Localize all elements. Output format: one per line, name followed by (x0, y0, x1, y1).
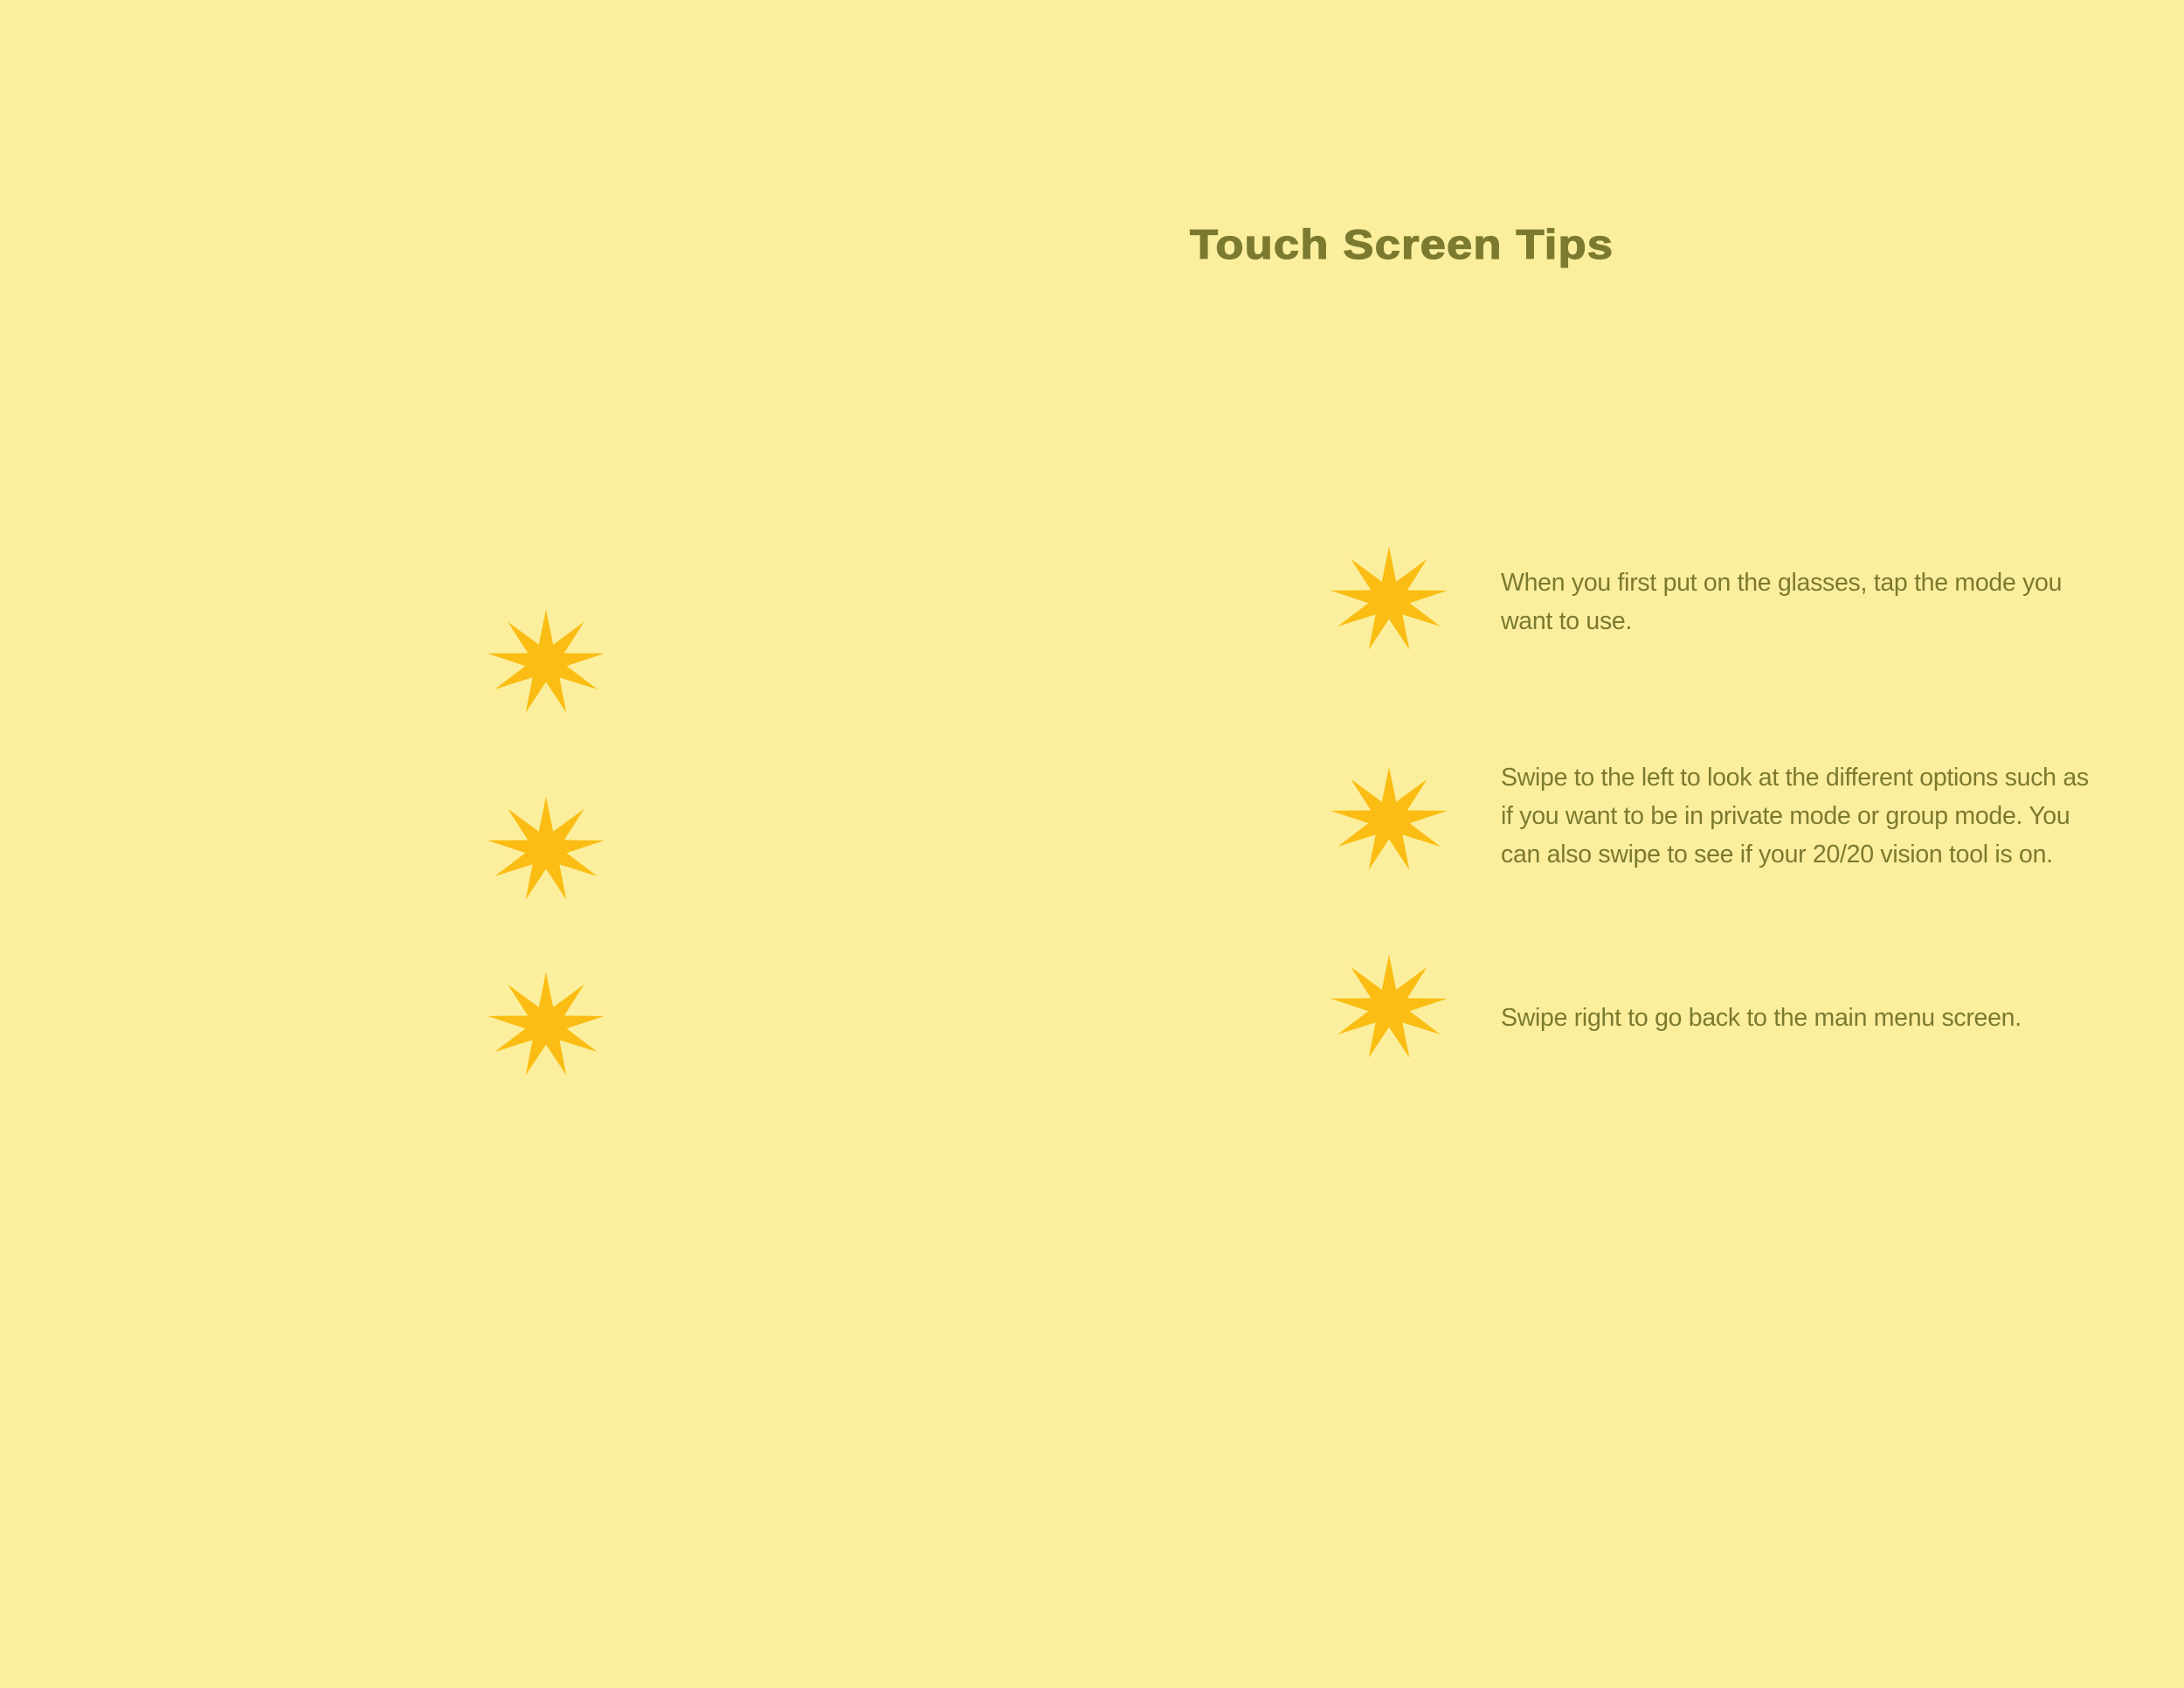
starburst-icon (1328, 545, 1450, 654)
starburst-icon (485, 971, 607, 1080)
page-title: Touch Screen Tips (1190, 221, 1614, 267)
starburst-icon (485, 608, 607, 717)
tip-text-1: When you first put on the glasses, tap the mode you want to use. (1501, 569, 2063, 635)
tip-text-2: Swipe to the left to look at the different options such as if you want to be in private mode or group mode. You can also swipe to see if your 20/20 vision tool is on. (1501, 764, 2089, 868)
starburst-icon (485, 795, 607, 904)
starburst-icon (1328, 765, 1450, 875)
tip-text-3: Swipe right to go back to the main menu screen. (1501, 1004, 2022, 1032)
starburst-icon (1328, 953, 1450, 1062)
